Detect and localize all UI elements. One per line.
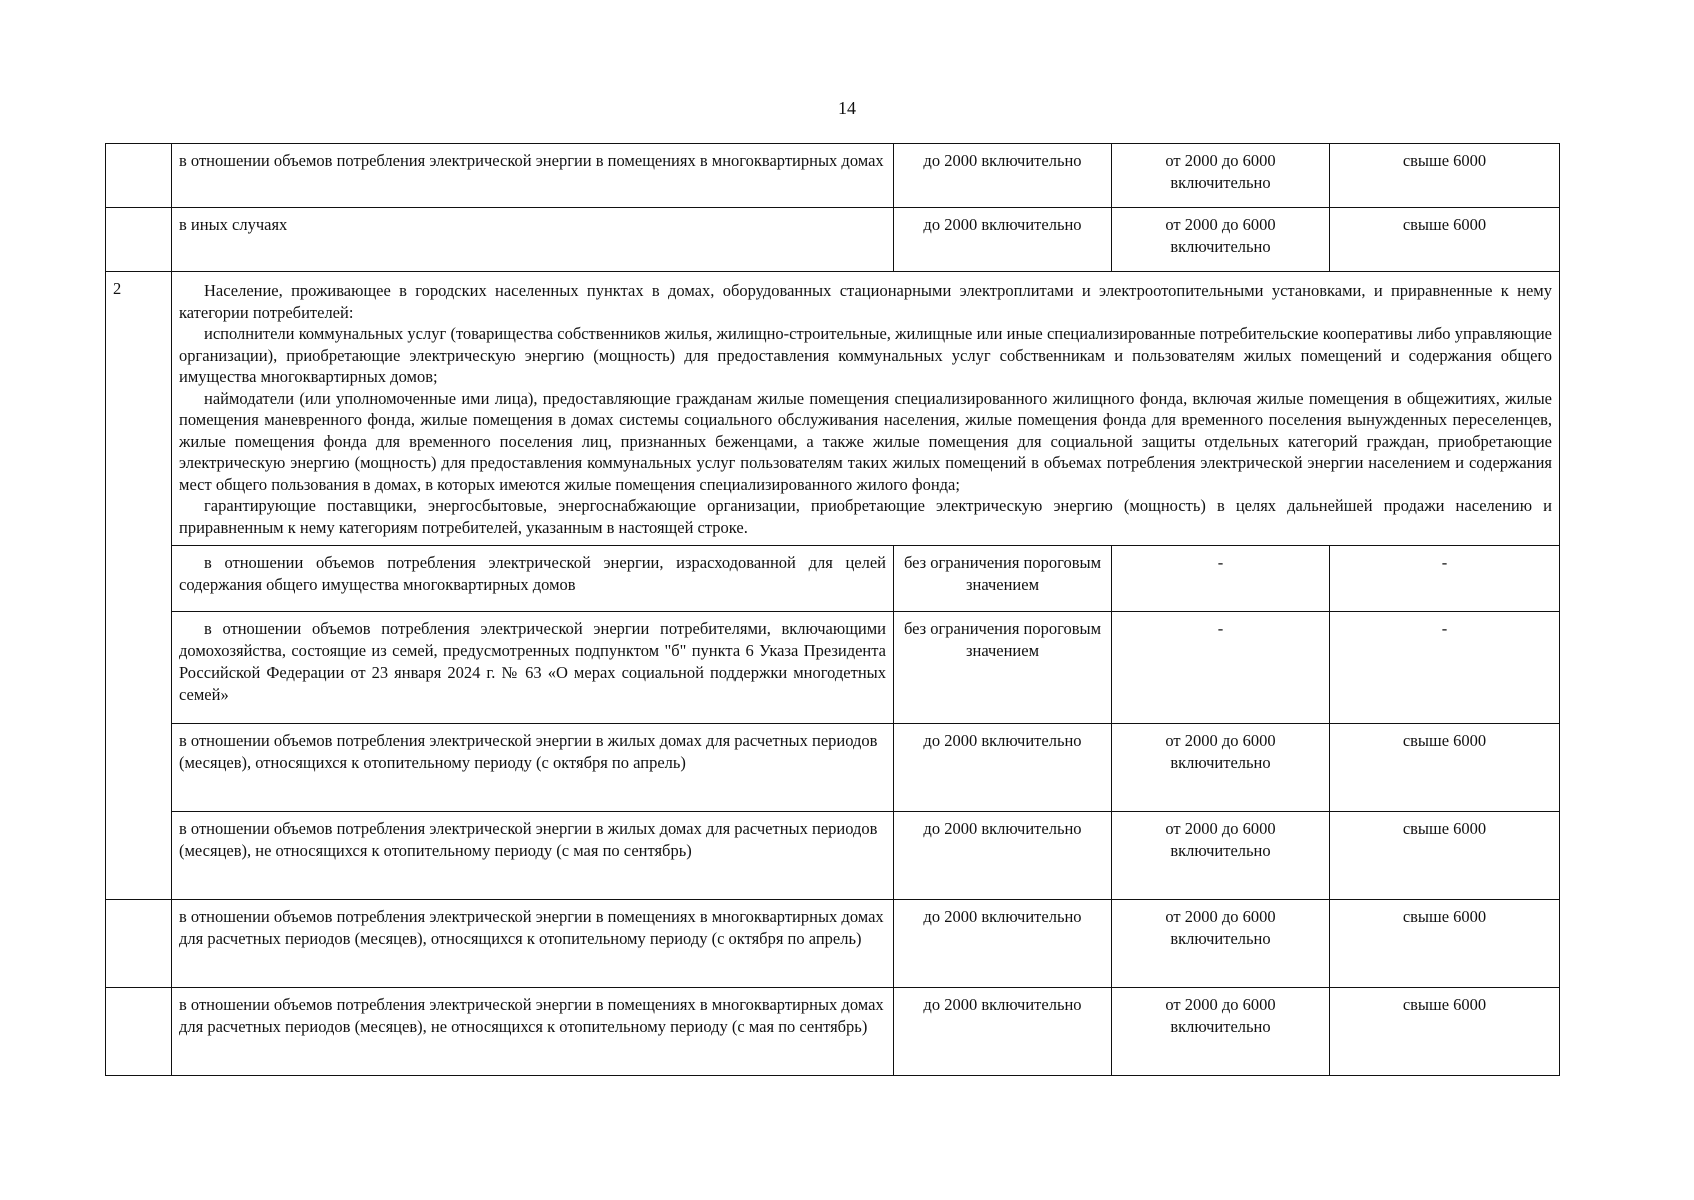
table-row [106,900,1560,988]
range-high-cell: - [1330,612,1560,724]
section-paragraph: наймодатели (или уполномоченные ими лица), предоставляющие гражданам жилые помещения специализированного жилищного фонда, включая жилые помещения в общежитиях, жилые помещения маневренного фонда, жилые помещения в домах системы социального обслуживания населения, жилые помещения фонда для временного поселения вынужденных переселенцев, жилые помещения фонда для временного поселения лиц, признанных беженцами, а также жилые помещения для социальной защиты отдельных категорий граждан, приобретающие электрическую энергию (мощность) для предоставления коммунальных услуг пользователям таких жилых помещений в объемах потребления электрической энергии населением и содержания мест общего пользования в домах, в которых имеются жилые помещения специализированного жилого фонда; [179,388,1552,494]
range-high-cell: свыше 6000 [1330,144,1560,208]
range-mid-cell: - [1112,546,1330,612]
section-number-cell: 2 [106,272,172,900]
description-cell: в отношении объемов потребления электрической энергии в помещениях в многоквартирных домах для расчетных периодов (месяцев), не относящихся к отопительному периоду (с мая по сентябрь) [172,988,894,1076]
description-cell: в иных случаях [172,208,894,272]
range-low-cell: до 2000 включительно [894,144,1112,208]
table-row [106,612,1560,724]
range-low-cell: до 2000 включительно [894,900,1112,988]
range-low-cell: до 2000 включительно [894,988,1112,1076]
range-high-cell: свыше 6000 [1330,724,1560,812]
row-number-cell [106,144,172,208]
description-cell: в отношении объемов потребления электрической энергии в помещениях в многоквартирных домах для расчетных периодов (месяцев), относящихся к отопительному периоду (с октября по апрель) [172,900,894,988]
range-mid-cell: от 2000 до 6000 включительно [1112,812,1330,900]
range-high-cell: свыше 6000 [1330,208,1560,272]
range-low-cell: без ограничения пороговым значением [894,546,1112,612]
range-mid-cell: от 2000 до 6000 включительно [1112,144,1330,208]
table-row [106,724,1560,812]
section-paragraph: исполнители коммунальных услуг (товарищества собственников жилья, жилищно-строительные, жилищные или иные специализированные потребительские кооперативы либо управляющие организации), приобретающие электрическую энергию (мощность) для предоставления коммунальных услуг собственникам и пользователям жилых помещений и содержания общего имущества многоквартирных домов; [179,324,1552,386]
table-row [106,988,1560,1076]
row-number-cell [106,900,172,988]
range-low-cell: до 2000 включительно [894,724,1112,812]
range-high-cell: свыше 6000 [1330,900,1560,988]
range-low-cell: без ограничения пороговым значением [894,612,1112,724]
description-cell: в отношении объемов потребления электрической энергии в жилых домах для расчетных периодов (месяцев), не относящихся к отопительному периоду (с мая по сентябрь) [172,812,894,900]
range-high-cell: свыше 6000 [1330,812,1560,900]
description-cell: в отношении объемов потребления электрической энергии в жилых домах для расчетных периодов (месяцев), относящихся к отопительному периоду (с октября по апрель) [172,724,894,812]
range-low-cell: до 2000 включительно [894,812,1112,900]
range-mid-cell: от 2000 до 6000 включительно [1112,988,1330,1076]
row-number-cell [106,208,172,272]
table-row [106,812,1560,900]
description-cell: в отношении объемов потребления электрической энергии потребителями, включающими домохозяйства, состоящие из семей, предусмотренных подпунктом "б" пункта 6 Указа Президента Российской Федерации от 23 января 2024 г. № 63 «О мерах социальной поддержки многодетных семей» [172,612,894,724]
section-description-cell [172,272,1560,546]
section-paragraph: гарантирующие поставщики, энергосбытовые, энергоснабжающие организации, приобретающие электрическую энергию (мощность) в целях дальнейшей продажи населению и приравненным к нему категориям потребителей, указанным в настоящей строке. [179,496,1552,537]
page-number: 14 [838,98,856,118]
range-mid-cell: от 2000 до 6000 включительно [1112,900,1330,988]
range-mid-cell: от 2000 до 6000 включительно [1112,208,1330,272]
range-mid-cell: от 2000 до 6000 включительно [1112,724,1330,812]
range-mid-cell: - [1112,612,1330,724]
range-high-cell: свыше 6000 [1330,988,1560,1076]
table-row [106,546,1560,612]
description-cell: в отношении объемов потребления электрической энергии, израсходованной для целей содержания общего имущества многоквартирных домов [172,546,894,612]
tariff-table [105,143,1560,1076]
range-high-cell: - [1330,546,1560,612]
table-row [106,208,1560,272]
table-row [106,144,1560,208]
section-paragraph: Население, проживающее в городских населенных пунктах в домах, оборудованных стационарными электроплитами и электроотопительными установками, и приравненные к нему категории потребителей: [179,281,1552,322]
row-number-cell [106,988,172,1076]
range-low-cell: до 2000 включительно [894,208,1112,272]
description-cell: в отношении объемов потребления электрической энергии в помещениях в многоквартирных домах [172,144,894,208]
section-row [106,272,1560,546]
